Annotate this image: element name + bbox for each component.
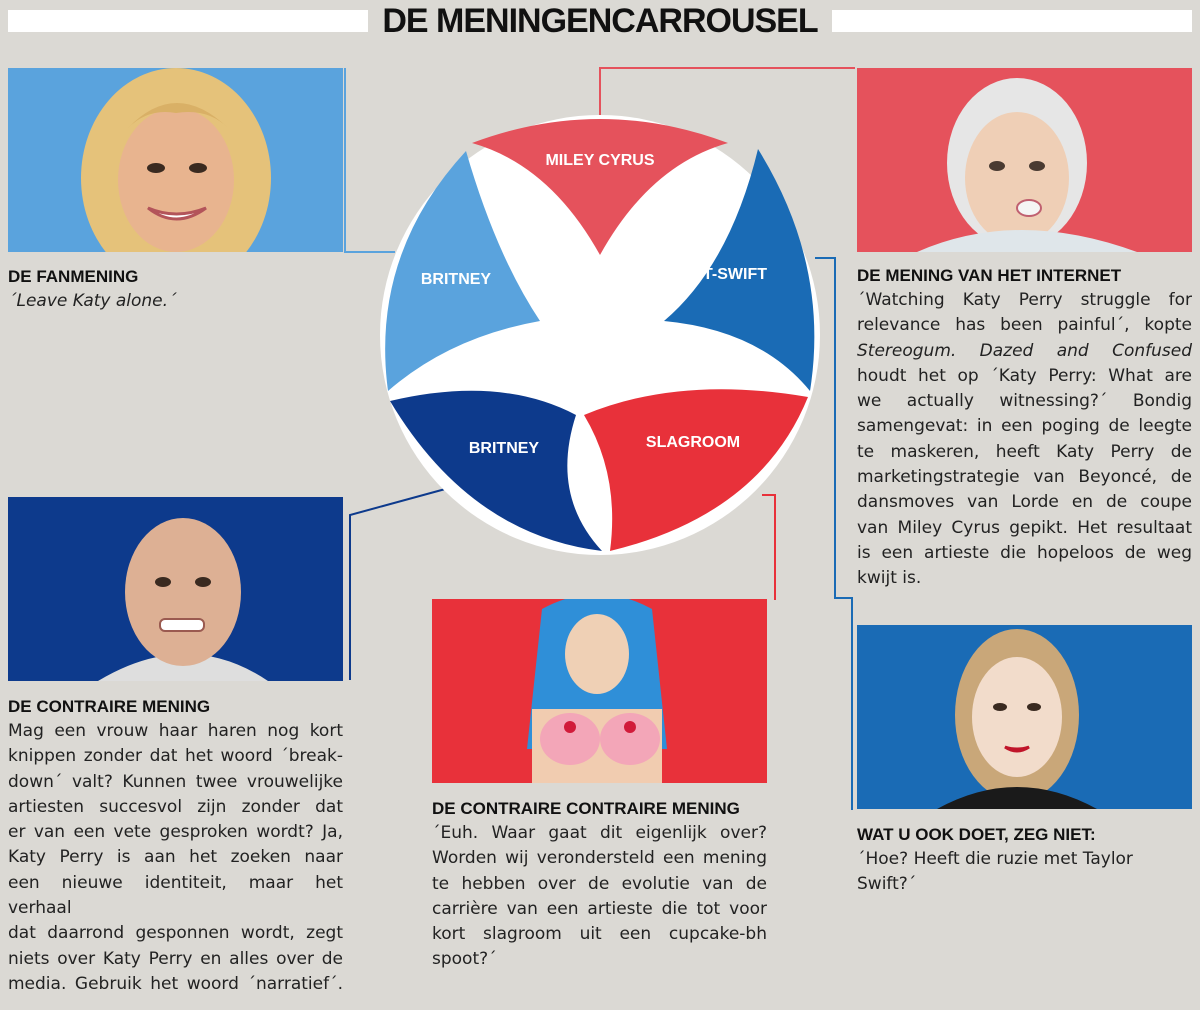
photo-miley-cyrus [857, 68, 1192, 252]
wheel-label-tswift: T-SWIFT [703, 266, 767, 283]
contrary2-line: carrière van een artieste die tot voor [432, 898, 767, 919]
contrary-heading: DE CONTRAIRE MENING [8, 697, 211, 716]
internet-line: van Miley Cyrus gepikt. Het resultaat [857, 517, 1192, 538]
fan-quote: ´Leave Katy alone.´ [8, 291, 177, 311]
internet-line: Stereogum. Dazed and Confused [857, 340, 1192, 361]
contrary2-text [432, 821, 767, 973]
internet-line: te maskeren, heeft Katy Perry de [857, 441, 1192, 462]
contrary2-line: spoot?´ [432, 949, 497, 970]
contrary2-heading: DE CONTRAIRE CONTRAIRE MENING [432, 799, 740, 818]
internet-text [857, 288, 1192, 592]
contrary2-line: ´Euh. Waar gaat dit eigenlijk over? [432, 823, 767, 843]
contrary2-line: te hebben over de evolutie van de [432, 873, 767, 894]
internet-line: houdt het op ´Katy Perry: What are [857, 365, 1192, 386]
contrary-line: Mag een vrouw haar haren nog kort [8, 721, 343, 741]
internet-line: marketingstrategie van Beyoncé, de [857, 467, 1192, 488]
internet-line: ´Watching Katy Perry struggle for [857, 290, 1192, 310]
connector-tswift [815, 258, 852, 810]
photo-katy-perry [432, 599, 767, 783]
contrary-line: Katy Perry is aan het zoeken naar [8, 847, 343, 868]
wheel-label-britney-light: BRITNEY [420, 271, 492, 288]
contrary-line: er van een vete gesproken wordt? Ja, [8, 822, 343, 843]
contrary-line: artiesten succesvol zijn zonder dat [8, 796, 343, 817]
internet-line: is een artieste die hopeloos de weg [857, 542, 1192, 563]
photo-britney-blonde [8, 68, 343, 252]
dont-say-heading: WAT U OOK DOET, ZEG NIET: [857, 825, 1096, 844]
wheel-label-slagroom: SLAGROOM [645, 434, 741, 451]
contrary-line: down´ valt? Kunnen twee vrouwelijke [8, 771, 343, 792]
opinion-wheel [380, 115, 820, 555]
dont-say-line: ´Hoe? Heeft die ruzie met Taylor [857, 849, 1133, 869]
internet-line: kwijt is. [857, 568, 922, 589]
contrary-line: media. Gebruik het woord ´narratief´. [8, 973, 343, 994]
fan-heading: DE FANMENING [8, 267, 139, 286]
wheel-label-miley: MILEY CYRUS [545, 152, 655, 169]
photo-britney-shaved [8, 497, 343, 681]
internet-line: we actually witnessing?´ Bondig [857, 391, 1192, 412]
contrary-line: een nieuwe identiteit, maar het verhaal [8, 872, 343, 919]
internet-heading: DE MENING VAN HET INTERNET [857, 266, 1122, 285]
contrary-line: dat daarrond gesponnen wordt, zegt [8, 923, 343, 944]
contrary-text [8, 719, 343, 997]
dont-say-text [857, 847, 1192, 898]
contrary-line: knippen zonder dat het woord ´break- [8, 746, 343, 767]
contrary-line: niets over Katy Perry en alles over de [8, 948, 343, 969]
photo-taylor-swift [857, 625, 1192, 809]
dont-say-line: Swift?´ [857, 874, 917, 895]
internet-line: dansmoves van Lorde en de coupe [857, 492, 1192, 513]
contrary2-line: kort slagroom uit een cupcake-bh [432, 924, 767, 945]
wheel-label-britney-dark: BRITNEY [468, 440, 540, 457]
internet-line: relevance has been painful´, kopte [857, 315, 1192, 336]
page-title: DE MENINGENCARROUSEL [382, 2, 818, 40]
internet-line: samengevat: in een poging de leegte [857, 416, 1192, 437]
contrary2-line: Worden wij verondersteld een mening [432, 848, 767, 869]
